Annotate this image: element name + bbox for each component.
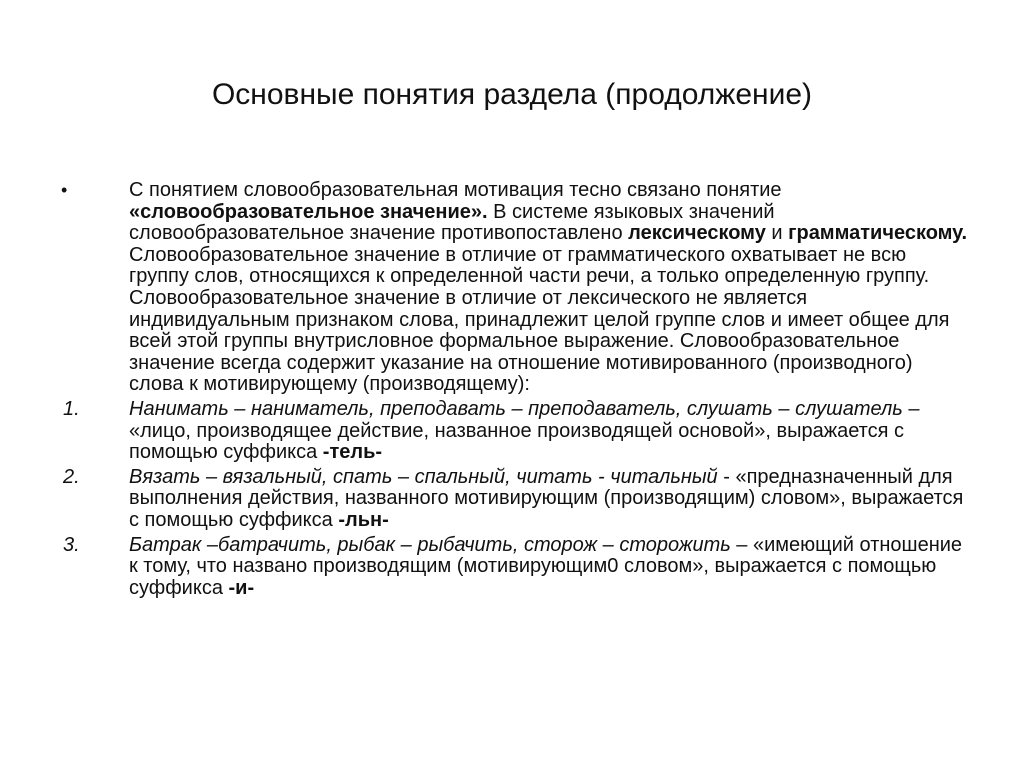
example-description: – «имеющий отношение к тому, что названо производящим (мотивирующим0 словом», выражается с помощью суффикса bbox=[129, 533, 963, 599]
intro-text-1: С понятием словообразовательная мотивация тесно связано понятие bbox=[129, 179, 782, 201]
bullet-marker: • bbox=[61, 180, 68, 200]
list-item bbox=[0, 467, 969, 532]
suffix: -тель- bbox=[322, 441, 383, 464]
suffix: -и- bbox=[228, 576, 255, 599]
term-grammatical: грамматическому. bbox=[788, 222, 968, 245]
list-number: 1. bbox=[63, 397, 80, 420]
slide-title: Основные понятия раздела (продолжение) bbox=[211, 78, 813, 111]
list-item bbox=[0, 535, 969, 600]
intro-text-3: и bbox=[765, 222, 789, 245]
example-words: Вязать – вязальный, спать – спальный, читать - читальный bbox=[129, 465, 718, 488]
suffix: -льн- bbox=[338, 508, 389, 531]
example-description: - «предназначенный для выполнения действия, названного мотивирующим (производящим) словом», выражается с помощью суффикса bbox=[129, 465, 964, 531]
list-item bbox=[0, 399, 969, 464]
term-derivational-meaning: «словообразовательное значение». bbox=[129, 200, 488, 223]
intro-text-2: В системе языковых значений словообразовательное значение противопоставлено bbox=[129, 200, 775, 245]
slide-content bbox=[0, 180, 1024, 599]
example-words: Нанимать – наниматель, преподавать – преподаватель, слушать – слушатель bbox=[129, 397, 903, 420]
intro-paragraph bbox=[0, 180, 969, 396]
intro-text-4: Словообразовательное значение в отличие от грамматического охватывает не всю группу слов, относящихся к определенной части речи, а только определенную группу. Словообразовательное значение в отличие от лексического не является индивидуальным признаком слова, принадлежит целой группе слов и имеет общее для всей этой группы внутрисловное формальное выражение. Словообразовательное значение всегда содержит указание на отношение мотивированного (производного) слова к мотивирующему (производящему): bbox=[129, 243, 950, 396]
term-lexical: лексическому bbox=[628, 222, 766, 245]
example-description: – «лицо, производящее действие, названное производящей основой», выражается с помощью суффикса bbox=[129, 397, 920, 464]
list-number: 2. bbox=[63, 465, 80, 488]
example-words: Батрак –батрачить, рыбак – рыбачить, сторож – сторожить bbox=[129, 533, 731, 556]
list-number: 3. bbox=[63, 533, 80, 556]
